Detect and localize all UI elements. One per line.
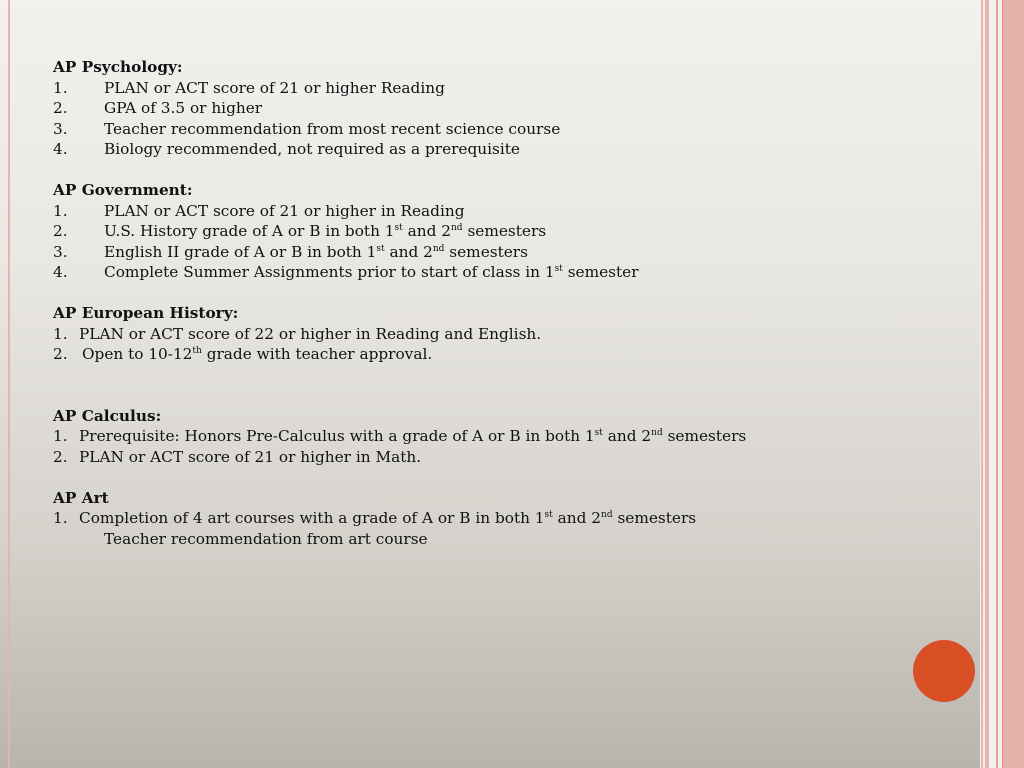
right-stripe-medium (985, 0, 989, 768)
list-item (53, 242, 903, 263)
right-stripe-wide (1003, 0, 1024, 768)
list-item (53, 221, 903, 242)
item-text: PLAN or ACT score of 21 or higher Reading (104, 78, 445, 97)
item-text: English II grade of A or B in both 1st and 2nd semesters (104, 242, 528, 261)
item-text: Open to 10-12th grade with teacher approval. (82, 345, 433, 363)
section-heading: AP Art (53, 488, 109, 507)
list-item (53, 324, 903, 345)
list-item (53, 119, 903, 140)
list-item (53, 201, 903, 222)
item-text: Biology recommended, not required as a prerequisite (104, 140, 520, 158)
right-stripe-divider (1002, 0, 1003, 768)
item-number: 1. (53, 509, 68, 527)
item-continuation: Teacher recommendation from art course (104, 529, 428, 548)
item-number: 3. (53, 242, 68, 261)
right-stripe-thin-dark (996, 0, 998, 768)
left-border-line (8, 0, 10, 768)
item-number: 4. (53, 140, 68, 158)
item-number: 1. (53, 427, 68, 445)
item-text: PLAN or ACT score of 21 or higher in Math. (79, 447, 422, 466)
section-ap-european-history (53, 303, 903, 365)
list-item (53, 447, 903, 468)
item-text: PLAN or ACT score of 22 or higher in Reading and English. (79, 324, 542, 343)
item-number: 2. (53, 99, 68, 117)
item-text: GPA of 3.5 or higher (104, 99, 263, 117)
item-number: 2. (53, 447, 68, 466)
section-heading: AP Government: (53, 181, 193, 199)
item-number: 4. (53, 263, 68, 281)
item-text: U.S. History grade of A or B in both 1st and 2nd semesters (104, 222, 547, 240)
section-heading: AP European History: (53, 304, 239, 322)
list-item (53, 426, 903, 447)
section-ap-art (53, 488, 903, 550)
item-text: Prerequisite: Honors Pre-Calculus with a grade of A or B in both 1st and 2nd semesters (79, 427, 747, 445)
list-item (53, 78, 903, 99)
item-number: 1. (53, 324, 68, 343)
item-text: Complete Summer Assignments prior to start of class in 1st semester (104, 263, 639, 281)
item-number: 1. (53, 78, 68, 97)
list-item (53, 508, 903, 529)
item-text: PLAN or ACT score of 21 or higher in Reading (104, 201, 465, 220)
list-item (53, 262, 903, 283)
item-text: Teacher recommendation from most recent science course (104, 119, 561, 138)
item-text: Completion of 4 art courses with a grade of A or B in both 1st and 2nd semesters (79, 509, 697, 527)
decorative-circle (913, 640, 975, 702)
item-number: 2. (53, 222, 68, 240)
section-ap-psychology (53, 57, 903, 160)
slide-content (53, 57, 903, 549)
right-stripe-thin (981, 0, 983, 768)
list-item (53, 139, 903, 160)
section-heading: AP Psychology: (53, 58, 183, 76)
section-ap-government (53, 180, 903, 283)
item-number: 2. (53, 345, 68, 363)
section-heading: AP Calculus: (53, 406, 162, 425)
list-item (53, 98, 903, 119)
list-item (53, 344, 903, 365)
item-number: 3. (53, 119, 68, 138)
item-number: 1. (53, 201, 68, 220)
section-ap-calculus (53, 406, 903, 468)
